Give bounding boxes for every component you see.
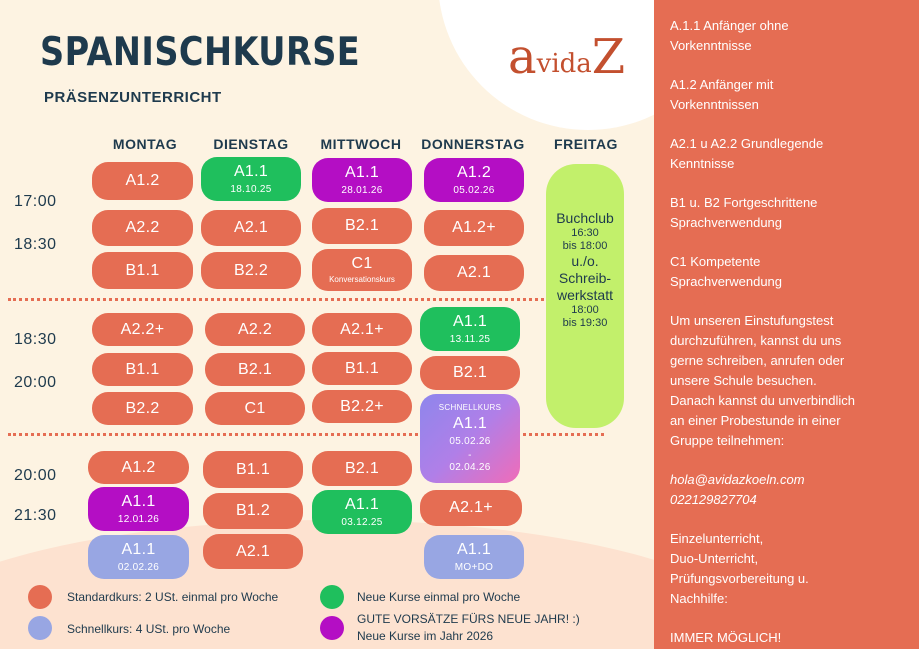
legend-vorsatz-line1: GUTE VORSÄTZE FÜRS NEUE JAHR! :) (357, 612, 580, 626)
level-b-description: B1 u. B2 Fortgeschrittene Sprachverwendung (670, 195, 818, 230)
course-pill: A2.2 (205, 313, 305, 346)
course-pill: A1.1 28.01.26 (312, 158, 412, 202)
legend-standard-dot (28, 585, 52, 609)
block-separator (8, 298, 604, 301)
time-label: 21:30 (14, 507, 57, 524)
course-pill: A2.1 (424, 255, 524, 291)
contact-info (670, 470, 905, 510)
course-pill: B1.2 (203, 493, 303, 529)
course-pill: B2.2+ (312, 390, 412, 423)
course-pill: B2.1 (312, 208, 412, 244)
day-header-thursday: DONNERSTAG (421, 136, 525, 152)
level-a11-description: A.1.1 Anfänger ohne Vorkenntnisse (670, 18, 789, 53)
einstufungstest-text: Um unseren Einstufungstest durchzuführen, kannst du uns gerne schreiben, anrufen oder unsere Schule besuchen. Danach kannst du unverbindlich an einer Probestunde in einer Gruppe teilnehmen: (670, 313, 856, 448)
course-pill: A1.2 05.02.26 (424, 158, 524, 202)
course-pill: B1.1 (312, 352, 412, 385)
course-pill: B1.1 (203, 451, 303, 488)
course-pill: A1.2 (92, 162, 193, 200)
course-pill: A2.2+ (92, 313, 193, 346)
course-pill: C1 Konversationskurs (312, 249, 412, 291)
time-label: 20:00 (14, 467, 57, 484)
email-link[interactable]: hola@avidazkoeln.com (670, 472, 805, 487)
page-title: SPANISCHKURSE (40, 30, 361, 75)
course-pill: A1.1 03.12.25 (312, 490, 412, 534)
course-pill: B1.1 (92, 353, 193, 386)
time-label: 18:30 (14, 331, 57, 348)
course-pill: B1.1 (92, 252, 193, 289)
time-label: 17:00 (14, 193, 57, 210)
legend-neu-text: Neue Kurse einmal pro Woche (357, 590, 521, 604)
course-pill: B2.1 (312, 451, 412, 486)
legend-vorsatz-dot (320, 616, 344, 640)
course-pill: B2.1 (420, 356, 520, 390)
phone-link[interactable]: 022129827704 (670, 492, 757, 507)
level-a2-description: A2.1 u A2.2 Grundlegende Kenntnisse (670, 136, 824, 171)
avidaz-logo (508, 29, 626, 85)
course-pill: B2.2 (201, 252, 301, 289)
course-pill: A2.1 (203, 534, 303, 569)
course-pill: A1.2 (88, 451, 189, 484)
day-header-friday: FREITAG (554, 136, 618, 152)
legend-schnell-dot (28, 616, 52, 640)
page-subtitle: PRÄSENZUNTERRICHT (44, 89, 222, 106)
course-pill: A1.2+ (424, 210, 524, 246)
friday-buchclub-pill: Buchclub 16:30 bis 18:00 u./o. Schreib- werkstatt 18:00 bis 19:30 (546, 164, 624, 428)
course-pill: A1.1 12.01.26 (88, 487, 189, 531)
schnellkurs-pill: SCHNELLKURS A1.1 05.02.26 - 02.04.26 (420, 394, 520, 483)
logo-z: Z (591, 29, 626, 85)
logo-vida: vida (536, 49, 592, 79)
course-pill: A2.1+ (420, 490, 522, 526)
day-header-tuesday: DIENSTAG (213, 136, 289, 152)
info-panel (654, 0, 919, 649)
course-pill: B2.1 (205, 353, 305, 386)
course-pill: A2.1 (201, 210, 301, 246)
legend-neu-dot (320, 585, 344, 609)
extra-offers: Einzelunterricht, Duo-Unterricht, Prüfungsvorbereitung u. Nachhilfe: (670, 531, 809, 606)
course-pill: A1.1 13.11.25 (420, 307, 520, 351)
time-label: 20:00 (14, 374, 57, 391)
always-possible: IMMER MÖGLICH! (670, 630, 782, 645)
legend-standard-text: Standardkurs: 2 USt. einmal pro Woche (67, 590, 279, 604)
course-pill: A1.1 18.10.25 (201, 157, 301, 201)
legend-schnell-text: Schnellkurs: 4 USt. pro Woche (67, 622, 231, 636)
course-pill: A2.1+ (312, 313, 412, 346)
course-pill: B2.2 (92, 392, 193, 425)
time-label: 18:30 (14, 236, 57, 253)
legend-vorsatz-line2: Neue Kurse im Jahr 2026 (357, 629, 494, 643)
day-header-monday: MONTAG (112, 136, 178, 152)
course-pill: C1 (205, 392, 305, 425)
logo-a: a (508, 29, 537, 85)
course-pill: A2.2 (92, 210, 193, 246)
course-pill: A1.1 MO+DO (424, 535, 524, 579)
day-header-wednesday: MITTWOCH (320, 136, 402, 152)
level-c1-description: C1 Kompetente Sprachverwendung (670, 254, 783, 289)
course-pill: A1.1 02.02.26 (88, 535, 189, 579)
level-a12-description: A1.2 Anfänger mit Vorkenntnissen (670, 77, 774, 112)
